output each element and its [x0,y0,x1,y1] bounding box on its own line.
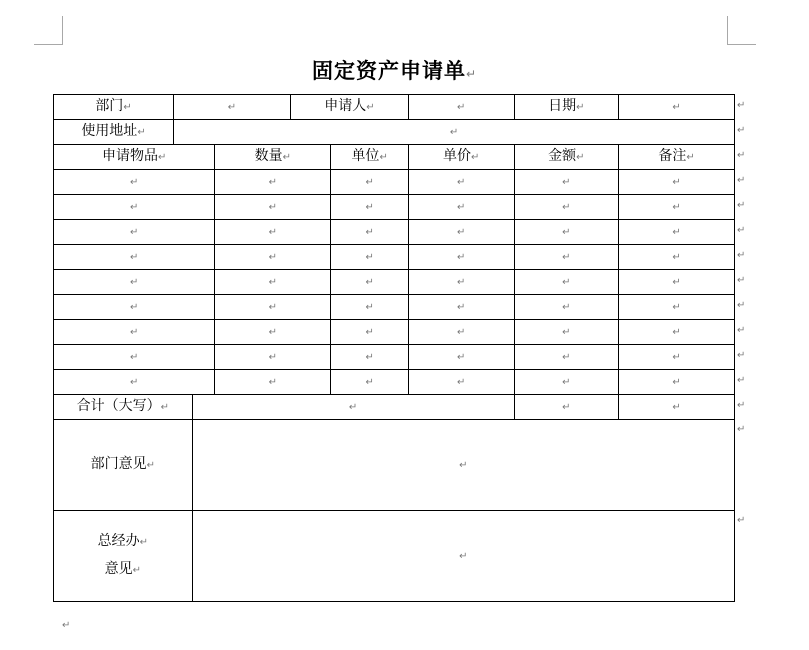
paragraph-mark-icon: ↵ [365,302,374,313]
item-cell-amount[interactable] [514,195,619,220]
item-cell-remarks[interactable] [619,295,735,320]
item-cell-unit[interactable] [331,220,409,245]
item-cell-amount[interactable] [514,170,619,195]
paragraph-mark-icon: ↵ [562,177,571,188]
applicant-label-cell: 申请人↵ [290,95,408,120]
item-cell-item[interactable] [54,295,215,320]
paragraph-mark-icon: ↵ [672,252,681,263]
paragraph-mark-icon: ↵ [562,277,571,288]
item-cell-unit[interactable] [331,320,409,345]
paragraph-mark-icon: ↵ [737,200,746,211]
paragraph-mark-icon: ↵ [365,202,374,213]
paragraph-mark-icon: ↵ [268,277,278,288]
paragraph-mark-icon: ↵ [457,352,466,363]
item-cell-amount[interactable] [514,295,619,320]
item-cell-unit-price[interactable] [408,220,514,245]
paragraph-mark-icon: ↵ [268,202,278,213]
item-cell-unit[interactable] [331,345,409,370]
page-corner-top-right [727,16,756,45]
item-cell-item[interactable] [54,320,215,345]
item-cell-item[interactable] [54,345,215,370]
department-field[interactable] [174,95,291,120]
paragraph-mark-icon: ↵ [457,277,466,288]
item-cell-unit[interactable] [331,370,409,395]
paragraph-mark-icon: ↵ [562,402,571,413]
paragraph-mark-icon: ↵ [672,327,681,338]
item-cell-unit[interactable] [331,270,409,295]
document-title-text: 固定资产申请单 [311,58,466,83]
paragraph-mark-icon: ↵ [137,127,146,138]
paragraph-mark-icon: ↵ [130,327,139,338]
item-cell-amount[interactable] [514,370,619,395]
item-cell-unit-price[interactable] [408,245,514,270]
address-field[interactable] [174,120,735,145]
paragraph-mark-icon: ↵ [268,252,278,263]
paragraph-mark-icon: ↵ [672,302,681,313]
paragraph-mark-icon: ↵ [365,352,374,363]
item-cell-item[interactable] [54,370,215,395]
paragraph-mark-icon: ↵ [737,125,746,136]
paragraph-mark-icon: ↵ [457,327,466,338]
item-cell-quantity[interactable] [215,220,331,245]
item-cell-item[interactable] [54,195,215,220]
paragraph-mark-icon: ↵ [365,227,374,238]
item-row [54,295,735,320]
paragraph-mark-icon: ↵ [365,177,374,188]
department-opinion-label-line: 部门意见↵ [90,456,156,472]
item-cell-remarks[interactable] [619,170,735,195]
paragraph-mark-icon: ↵ [457,252,466,263]
item-cell-item[interactable] [54,220,215,245]
paragraph-mark-icon: ↵ [268,377,278,388]
column-header-remarks: 备注↵ [619,145,735,170]
total-amount-field[interactable] [514,395,619,420]
paragraph-mark-icon: ↵ [457,377,466,388]
item-cell-unit-price[interactable] [408,320,514,345]
paragraph-mark-icon: ↵ [737,150,746,161]
paragraph-mark-icon: ↵ [158,152,167,163]
paragraph-mark-icon: ↵ [737,423,746,435]
paragraph-mark-icon: ↵ [449,127,459,138]
paragraph-mark-icon: ↵ [365,327,374,338]
paragraph-mark-icon: ↵ [737,400,746,411]
paragraph-mark-icon: ↵ [562,352,571,363]
item-row [54,245,735,270]
general-office-opinion-row [54,511,735,602]
asset-request-form-table [53,94,735,602]
general-office-opinion-label-line: 意见↵ [104,561,142,577]
paragraph-mark-icon: ↵ [130,252,139,263]
address-label-cell: 使用地址↵ [54,120,174,145]
paragraph-mark-icon: ↵ [459,460,468,471]
paragraph-mark-icon: ↵ [737,225,746,236]
paragraph-mark-icon: ↵ [672,177,681,188]
paragraph-mark-icon: ↵ [737,175,746,186]
date-field[interactable] [619,95,735,120]
paragraph-mark-icon: ↵ [562,252,571,263]
paragraph-mark-icon: ↵ [672,377,681,388]
applicant-field[interactable] [408,95,514,120]
item-cell-amount[interactable] [514,270,619,295]
item-row [54,220,735,245]
item-cell-remarks[interactable] [619,345,735,370]
paragraph-mark-icon: ↵ [130,277,139,288]
item-cell-quantity[interactable] [215,245,331,270]
paragraph-mark-icon: ↵ [737,250,746,261]
item-cell-quantity[interactable] [215,170,331,195]
paragraph-mark-icon: ↵ [130,377,139,388]
item-cell-item[interactable] [54,270,215,295]
paragraph-mark-icon: ↵ [686,152,695,163]
header-row [54,95,735,120]
paragraph-mark-icon: ↵ [139,537,149,548]
paragraph-mark-icon: ↵ [576,152,585,163]
item-cell-quantity[interactable] [215,370,331,395]
item-cell-remarks[interactable] [619,270,735,295]
paragraph-mark-icon: ↵ [457,177,466,188]
department-opinion-row [54,420,735,511]
paragraph-mark-icon: ↵ [130,352,139,363]
paragraph-mark-icon: ↵ [365,277,374,288]
column-header-unit: 单位↵ [331,145,409,170]
item-row [54,195,735,220]
item-cell-remarks[interactable] [619,320,735,345]
paragraph-mark-icon: ↵ [130,227,139,238]
item-cell-remarks[interactable] [619,245,735,270]
column-header-amount: 金额↵ [514,145,619,170]
paragraph-mark-icon: ↵ [379,152,388,163]
paragraph-mark-icon: ↵ [160,402,170,413]
item-cell-quantity[interactable] [215,195,331,220]
paragraph-mark-icon: ↵ [132,565,142,576]
paragraph-mark-icon: ↵ [268,302,278,313]
paragraph-mark-icon: ↵ [471,152,480,163]
item-cell-unit[interactable] [331,170,409,195]
paragraph-mark-icon: ↵ [672,202,681,213]
item-cell-item[interactable] [54,170,215,195]
item-row [54,320,735,345]
paragraph-mark-icon: ↵ [457,102,466,113]
paragraph-mark-icon: ↵ [268,227,278,238]
total-label-cell: 合计（大写）↵ [54,395,193,420]
total-amount-words-field[interactable] [192,395,514,420]
date-label-cell: 日期↵ [514,95,619,120]
general-office-opinion-label-cell [54,511,193,602]
paragraph-mark-icon: ↵ [672,402,681,413]
item-row [54,345,735,370]
paragraph-mark-icon: ↵ [227,102,237,113]
address-row [54,120,735,145]
item-cell-amount[interactable] [514,245,619,270]
department-label-cell: 部门↵ [54,95,174,120]
paragraph-mark-icon: ↵ [737,514,746,526]
paragraph-mark-icon: ↵ [672,277,681,288]
item-cell-quantity[interactable] [215,270,331,295]
paragraph-mark-icon: ↵ [268,327,278,338]
paragraph-mark-icon: ↵ [737,325,746,336]
item-cell-unit[interactable] [331,195,409,220]
item-cell-amount[interactable] [514,320,619,345]
paragraph-mark-icon: ↵ [268,177,278,188]
paragraph-mark-icon: ↵ [457,202,466,213]
paragraph-mark-icon: ↵ [123,102,132,113]
item-row [54,270,735,295]
paragraph-mark-icon: ↵ [737,275,746,286]
item-cell-quantity[interactable] [215,295,331,320]
item-cell-unit-price[interactable] [408,345,514,370]
paragraph-mark-icon: ↵ [737,300,746,311]
page-corner-top-left [34,16,63,45]
paragraph-mark-icon: ↵ [365,377,374,388]
item-cell-item[interactable] [54,245,215,270]
item-cell-amount[interactable] [514,220,619,245]
total-row [54,395,735,420]
department-opinion-field[interactable] [192,420,734,511]
paragraph-mark-icon: ↵ [457,227,466,238]
paragraph-mark-icon: ↵ [146,460,156,471]
column-header-quantity: 数量↵ [215,145,331,170]
item-cell-remarks[interactable] [619,370,735,395]
paragraph-mark-icon: ↵ [672,227,681,238]
item-cell-unit-price[interactable] [408,195,514,220]
paragraph-mark-icon: ↵ [562,227,571,238]
item-cell-quantity[interactable] [215,345,331,370]
item-cell-remarks[interactable] [619,220,735,245]
column-header-item: 申请物品↵ [54,145,215,170]
item-cell-unit[interactable] [331,295,409,320]
paragraph-mark-icon: ↵ [562,377,571,388]
paragraph-mark-icon: ↵ [366,102,375,113]
paragraph-mark-icon: ↵ [130,302,139,313]
department-opinion-label-cell [54,420,193,511]
column-header-row [54,145,735,170]
paragraph-mark-icon: ↵ [672,102,681,113]
paragraph-mark-icon: ↵ [268,352,278,363]
paragraph-mark-icon: ↵ [130,177,139,188]
paragraph-mark-icon: ↵ [457,302,466,313]
item-cell-amount[interactable] [514,345,619,370]
paragraph-mark-icon: ↵ [282,152,292,163]
total-remarks-field[interactable] [619,395,735,420]
item-cell-unit[interactable] [331,245,409,270]
paragraph-mark-icon: ↵ [562,327,571,338]
paragraph-mark-icon: ↵ [562,302,571,313]
item-cell-unit-price[interactable] [408,295,514,320]
item-row [54,370,735,395]
paragraph-mark-icon: ↵ [672,352,681,363]
paragraph-mark-icon: ↵ [737,350,746,361]
item-cell-unit-price[interactable] [408,370,514,395]
general-office-opinion-label-line: 总经办↵ [97,533,149,549]
general-office-opinion-field[interactable] [192,511,734,602]
item-cell-unit-price[interactable] [408,270,514,295]
paragraph-mark-icon: ↵ [737,375,746,386]
document-title [54,56,735,86]
paragraph-mark-icon: ↵ [562,202,571,213]
paragraph-mark-icon: ↵ [130,202,139,213]
paragraph-mark-icon: ↵ [348,402,358,413]
paragraph-mark-icon: ↵ [365,252,374,263]
paragraph-mark-icon: ↵ [459,551,468,562]
column-header-unit-price: 单价↵ [408,145,514,170]
item-cell-remarks[interactable] [619,195,735,220]
paragraph-mark-icon: ↵ [62,620,71,631]
item-row [54,170,735,195]
paragraph-mark-icon: ↵ [737,100,746,111]
paragraph-mark-icon: ↵ [576,102,585,113]
item-cell-unit-price[interactable] [408,170,514,195]
item-cell-quantity[interactable] [215,320,331,345]
paragraph-mark-icon: ↵ [465,67,478,81]
